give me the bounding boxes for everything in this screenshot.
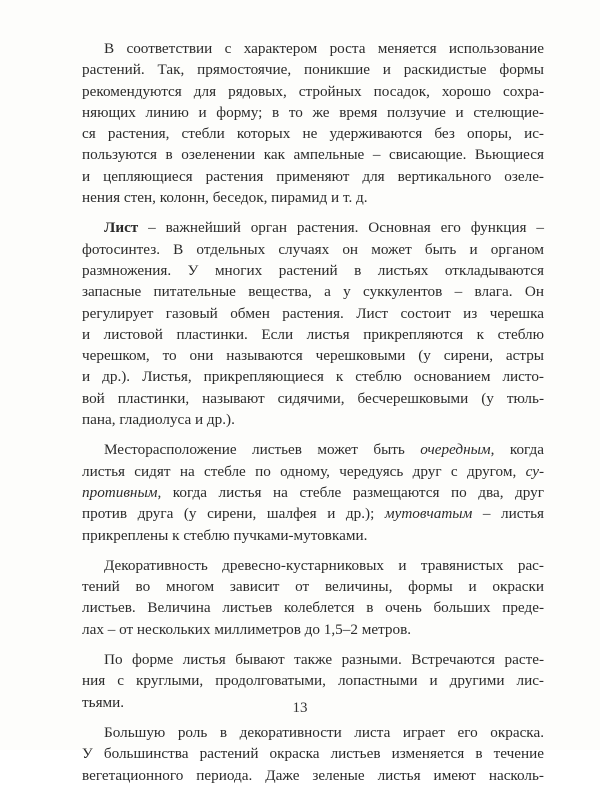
text-line: лах – от нескольких миллиметров до 1,5–2 метров. xyxy=(82,620,412,638)
text-line: рекомендуются для рядовых, стройных посадок, хорошо сохра- xyxy=(82,82,544,100)
page-number: 13 xyxy=(292,700,308,716)
text-line: и цепляющиеся растения применяют для вертикального озеле- xyxy=(82,167,544,185)
term-opposite-part1: су- xyxy=(525,462,544,480)
text-line: нения стен, колонн, беседок, пирамид и т. д. xyxy=(82,189,368,207)
text-fragment: , когда xyxy=(490,441,544,459)
text-line: листьев. Величина листьев колеблется в очень больших преде- xyxy=(82,599,544,617)
text-line: Большую роль в декоративности листа играет его окраска. xyxy=(104,723,544,741)
text-line xyxy=(60,217,544,238)
text-line xyxy=(60,461,544,482)
text-fragment: – важнейший орган растения. Основная его функция – xyxy=(138,219,544,237)
paragraph-leaf-color xyxy=(60,722,544,786)
text-line: вой пластинки, называют сидячими, бесчерешковыми (у тюль- xyxy=(82,389,544,407)
text-line: растений. Так, прямостоячие, поникшие и раскидистые формы xyxy=(82,61,544,79)
term-leaf: Лист xyxy=(104,219,139,237)
paragraph-leaf-size xyxy=(60,555,544,640)
text-line: запасные питательные вещества, а у суккулентов – влага. Он xyxy=(82,283,544,301)
paragraph-leaf-definition xyxy=(60,217,544,430)
text-line: вегетационного периода. Даже зеленые листья имеют насколь- xyxy=(82,766,544,784)
text-line: Декоративность древесно-кустарниковых и травянистых рас- xyxy=(104,556,544,574)
text-line: няющих линию и форму; в то же время ползучие и стелющие- xyxy=(82,103,544,121)
text-line: тьями. xyxy=(82,693,125,711)
text-line: регулирует газовый обмен растения. Лист состоит из черешка xyxy=(82,304,544,322)
text-line: прикреплены к стеблю пучками-мутовками. xyxy=(82,526,368,544)
text-line: пользуются в озеленении как ампельные – свисающие. Вьющиеся xyxy=(82,146,544,164)
paragraph-leaf-arrangement xyxy=(60,439,544,545)
text-line: По форме листья бывают также разными. Встречаются расте- xyxy=(104,651,544,669)
text-fragment: листья сидят на стебле по одному, чередуясь друг с другом, xyxy=(82,462,526,480)
text-line xyxy=(60,503,544,524)
text-fragment: против друга (у сирени, шалфея и др.); xyxy=(82,505,385,523)
text-fragment: Месторасположение листьев может быть xyxy=(104,441,421,459)
text-line: тений во многом зависит от величины, формы и окраски xyxy=(82,578,544,596)
text-line: пана, гладиолуса и др.). xyxy=(82,411,235,429)
term-opposite-part2: противным xyxy=(82,483,158,501)
body-text xyxy=(60,38,544,795)
text-line: черешком, то они называются черешковыми (у сирени, астры xyxy=(82,347,544,365)
text-line: В соответствии с характером роста меняется использование xyxy=(104,40,544,57)
text-fragment: , когда листья на стебле размещаются по два, друг xyxy=(157,483,544,501)
text-line: ния с круглыми, продолговатыми, лопастными и другими лис- xyxy=(82,672,544,690)
text-line: и др.). Листья, прикрепляющиеся к стеблю основанием листо- xyxy=(82,368,544,386)
term-alternate: очередным xyxy=(420,441,491,459)
text-fragment: – листья xyxy=(472,505,544,523)
term-whorled: мутовчатым xyxy=(384,505,473,523)
text-line xyxy=(60,439,544,460)
text-line: ся растения, стебли которых не удерживаются без опоры, ис- xyxy=(82,125,544,143)
text-line xyxy=(60,482,544,503)
text-line: фотосинтез. В отдельных случаях он может быть и органом xyxy=(82,240,544,258)
text-line: и листовой пластинки. Если листья прикрепляются к стеблю xyxy=(82,325,544,343)
paragraph-growth-usage xyxy=(60,38,544,208)
text-line: У большинства растений окраска листьев изменяется в течение xyxy=(82,745,544,763)
text-line: размножения. У многих растений в листьях откладываются xyxy=(82,261,544,279)
